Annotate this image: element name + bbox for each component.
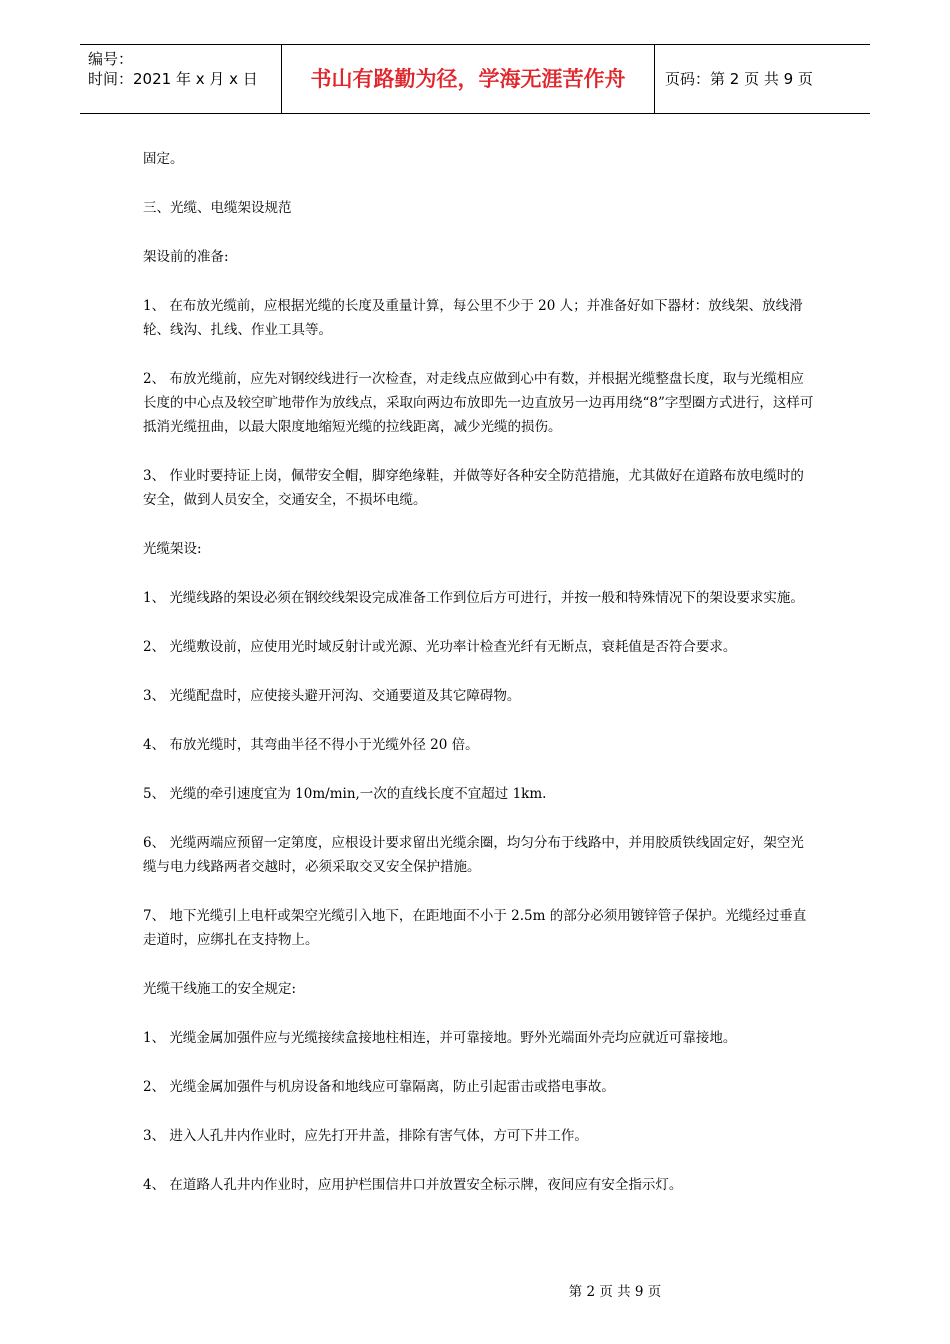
document-body <box>143 147 815 1222</box>
paragraph: 固定。 <box>143 151 184 167</box>
document-number-label: 编号： <box>88 50 134 68</box>
list-item: 1、 光缆线路的架设必须在钢绞线架设完成准备工作到位后方可进行，并按一般和特殊情况下的架设要求实施。 <box>143 590 804 606</box>
page-header <box>80 44 870 114</box>
list-item: 3、 进入人孔井内作业时，应先打开井盖，排除有害气体，方可下井工作。 <box>143 1128 588 1144</box>
list-item: 4、 在道路人孔井内作业时，应用护栏围信井口并放置安全标示牌，夜间应有安全指示灯。 <box>143 1177 683 1193</box>
list-item: 2、 光缆金属加强件与机房设备和地线应可靠隔离，防止引起雷击或搭电事故。 <box>143 1079 615 1095</box>
subsection-heading: 光缆干线施工的安全规定: <box>143 981 297 997</box>
page-footer: 第 2 页 共 9 页 <box>568 1284 662 1300</box>
list-item: 5、 光缆的牵引速度宜为 10m/min,一次的直线长度不宜超过 1km. <box>143 786 547 802</box>
list-item: 1、 在布放光缆前，应根据光缆的长度及重量计算，每公里不少于 20 人；并准备好如下器材：放线架、放线滑轮、线沟、扎线、作业工具等。 <box>143 298 803 338</box>
section-heading: 三、光缆、电缆架设规范 <box>143 200 292 216</box>
header-page-info: 页码：第 2 页 共 9 页 <box>665 70 813 88</box>
header-motto: 书山有路勤为径，学海无涯苦作舟 <box>282 45 655 113</box>
list-item: 3、 作业时要持证上岗，佩带安全帽，脚穿绝缘鞋，并做等好各种安全防范措施，尤其做好在道路布放电缆时的安全，做到人员安全，交通安全，不损坏电缆。 <box>143 468 804 508</box>
list-item: 2、 光缆敷设前，应使用光时域反射计或光源、光功率计检查光纤有无断点，衰耗值是否符合要求。 <box>143 639 737 655</box>
list-item: 7、 地下光缆引上电杆或架空光缆引入地下，在距地面不小于 2.5m 的部分必须用镀锌管子保护。光缆经过垂直走道时，应绑扎在支持物上。 <box>143 908 807 948</box>
list-item: 4、 布放光缆时，其弯曲半径不得小于光缆外径 20 倍。 <box>143 737 479 753</box>
header-meta-cell <box>80 45 282 113</box>
list-item: 2、 布放光缆前，应先对钢绞线进行一次检查，对走线点应做到心中有数，并根据光缆整盘长度，取与光缆相应长度的中心点及较空旷地带作为放线点，采取向两边布放即先一边直放另一边再用绕“8”字型圈方式进行，这样可抵消光缆扭曲，以最大限度地缩短光缆的拉线距离，减少光缆的损伤。 <box>143 371 814 435</box>
list-item: 1、 光缆金属加强件应与光缆接续盒接地柱相连，并可靠接地。野外光端面外壳均应就近可靠接地。 <box>143 1030 737 1046</box>
document-time-label: 时间：2021 年 x 月 x 日 <box>88 70 258 88</box>
list-item: 6、 光缆两端应预留一定第度，应根设计要求留出光缆余圈，均匀分布于线路中，并用胶质铁线固定好，架空光缆与电力线路两者交越时，必须采取交叉安全保护措施。 <box>143 835 804 875</box>
subsection-heading: 架设前的准备: <box>143 249 229 265</box>
list-item: 3、 光缆配盘时，应使接头避开河沟、交通要道及其它障碍物。 <box>143 688 521 704</box>
subsection-heading: 光缆架设: <box>143 541 202 557</box>
